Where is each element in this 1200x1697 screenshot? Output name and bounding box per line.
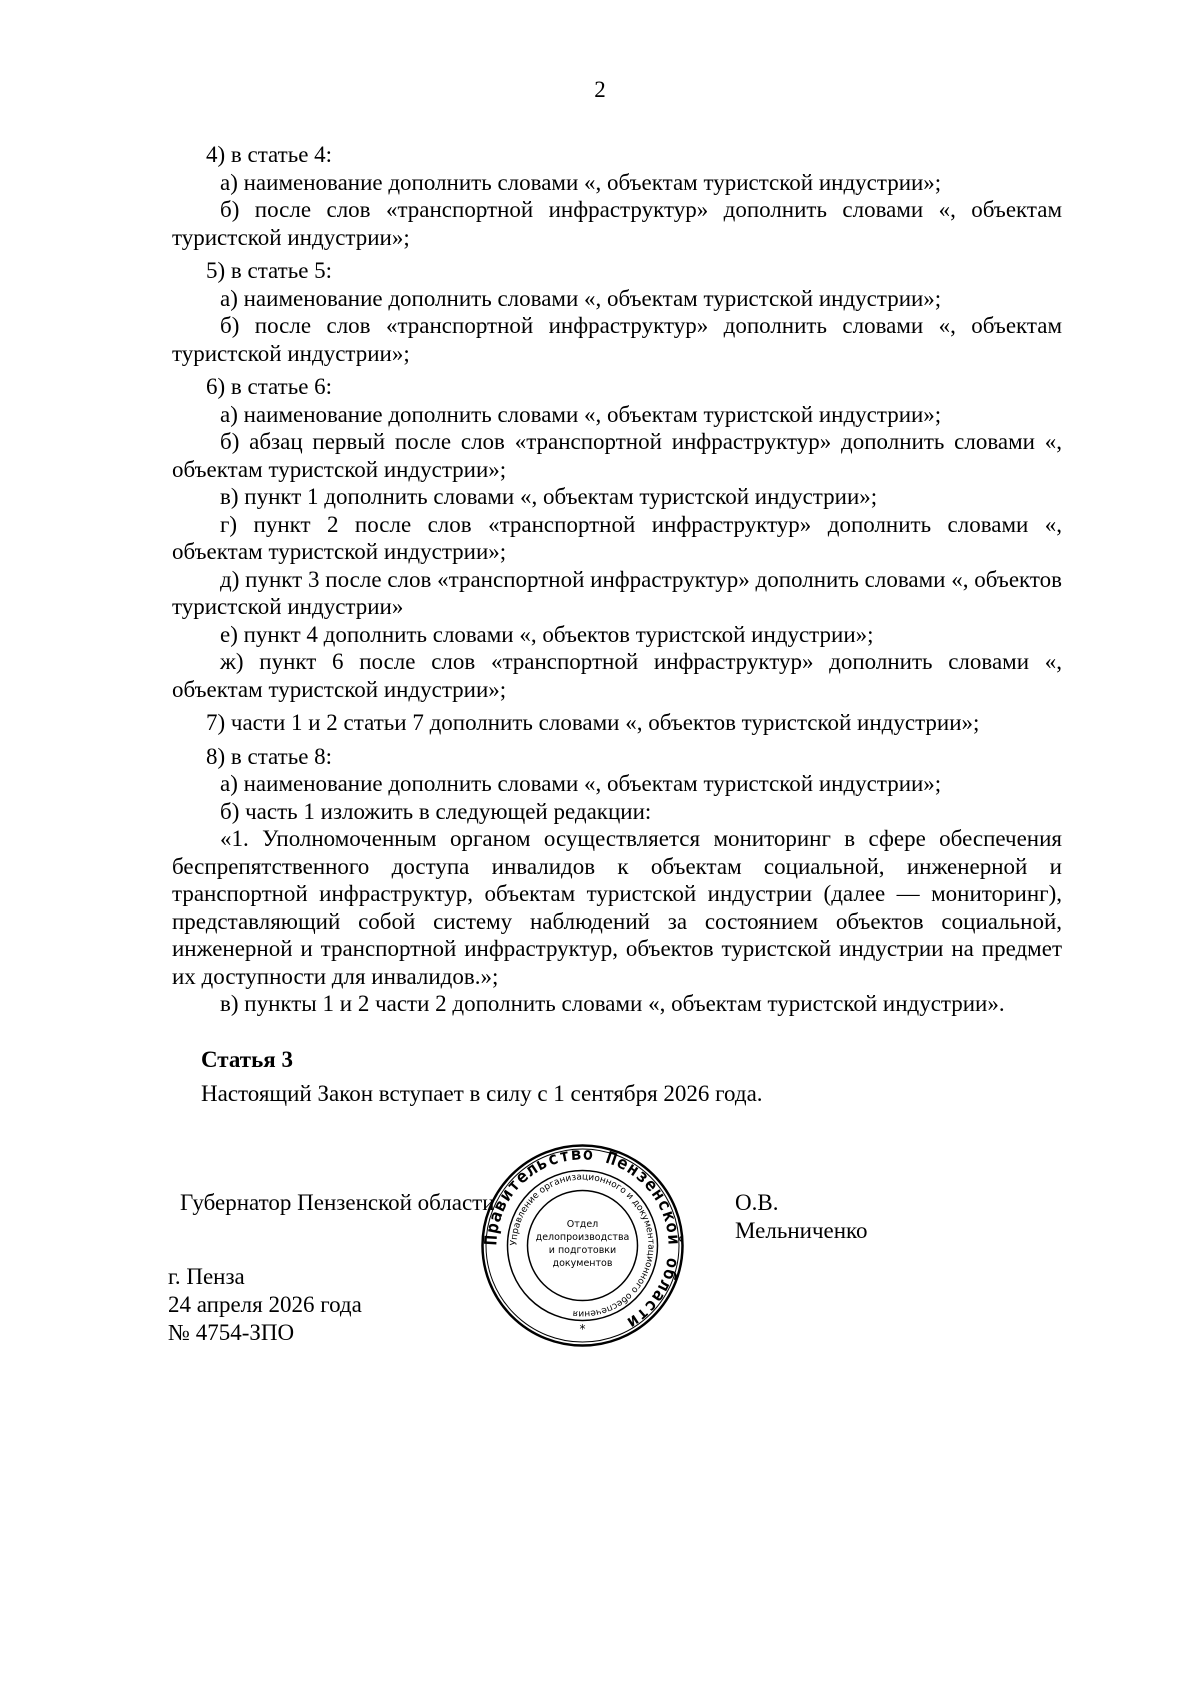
article-3-title: Статья 3 [201,1046,293,1072]
stamp-center-line-3: и подготовки [548,1245,617,1256]
city: г. Пенза [168,1264,245,1289]
stamp-middle-text: Управление организационного и документационного обеспечения [509,1172,656,1319]
item-4-heading: 4) в статье 4: [206,142,333,167]
item-6-c: в) пункт 1 дополнить словами «, объектам туристской индустрии»; [220,484,878,509]
stamp-center-text [536,1219,630,1269]
item-8-a: а) наименование дополнить словами «, объектам туристской индустрии»; [220,771,942,796]
item-4-a: а) наименование дополнить словами «, объектам туристской индустрии»; [220,169,942,195]
item-5-b: б) после слов «транспортной инфраструктур» дополнить словами «, объектам туристской индустрии»; [172,313,1062,366]
item-8-quote: «1. Уполномоченным органом осуществляется мониторинг в сфере обеспечения беспрепятственного доступа инвалидов к объектам социальной, инженерной и транспортной инфраструктур, объектам туристской индустрии (далее — мониторинг), представляющий собой систему наблюдений за состоянием объектов социальной, инженерной и транспортной инфраструктур, объектов туристской индустрии на предмет их доступности для инвалидов.»; [172,826,1062,989]
item-4-b: б) после слов «транспортной инфраструктур» дополнить словами «, объектам туристской индустрии»; [172,197,1062,250]
stamp-center-line-1: Отдел [566,1219,599,1230]
item-8-c: в) пункты 1 и 2 части 2 дополнить словами «, объектам туристской индустрии». [220,991,1005,1016]
document-body [172,141,1062,1108]
item-7: 7) части 1 и 2 статьи 7 дополнить словами «, объектов туристской индустрии»; [206,710,980,735]
item-6-b: б) абзац первый после слов «транспортной инфраструктур» дополнить словами «, объектам туристской индустрии»; [172,429,1062,482]
item-5-heading: 5) в статье 5: [206,258,333,283]
item-8-b: б) часть 1 изложить в следующей редакции: [220,798,652,824]
signatory-name: О.В. Мельниченко [735,1190,868,1243]
signatory-position: Губернатор Пензенской области [180,1190,495,1215]
date: 24 апреля 2026 года [168,1292,362,1317]
place-date-number [168,1263,362,1347]
item-6-e: д) пункт 3 после слов «транспортной инфраструктур» дополнить словами «, объектов туристской индустрии» [172,566,1062,619]
stamp-outer-text: Правительство Пензенской области [481,1144,684,1333]
stamp-center-line-4: документов [552,1258,613,1269]
item-6-d: г) пункт 2 после слов «транспортной инфраструктур» дополнить словами «, объектам туристской индустрии»; [172,511,1062,564]
item-6-g: ж) пункт 6 после слов «транспортной инфраструктур» дополнить словами «, объектам туристской индустрии»; [172,649,1062,702]
item-6-heading: 6) в статье 6: [206,374,333,399]
article-3-body: Настоящий Закон вступает в силу с 1 сентября 2026 года. [201,1081,763,1106]
page-number: 2 [594,77,606,102]
item-6-f: е) пункт 4 дополнить словами «, объектов туристской индустрии»; [220,621,874,647]
item-6-a: а) наименование дополнить словами «, объектам туристской индустрии»; [220,401,942,427]
official-stamp [480,1143,685,1348]
law-number: № 4754-ЗПО [168,1320,295,1345]
stamp-star: * [579,1322,586,1336]
stamp-center-line-2: делопроизводства [535,1232,630,1243]
item-5-a: а) наименование дополнить словами «, объектам туристской индустрии»; [220,285,942,311]
item-8-heading: 8) в статье 8: [206,743,333,769]
